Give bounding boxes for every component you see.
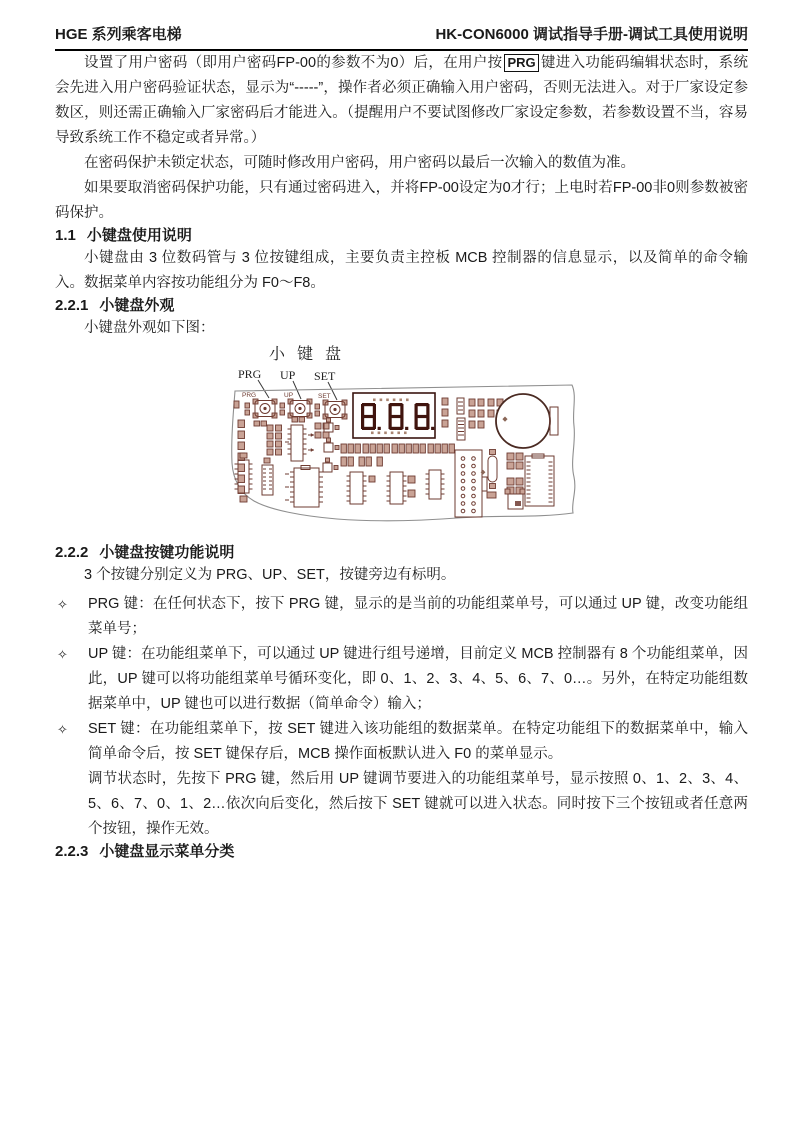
big-dip-ic bbox=[285, 466, 323, 508]
paragraph-password-setup bbox=[55, 51, 748, 151]
board-label-prg: PRG bbox=[242, 392, 257, 399]
components-right-of-display bbox=[442, 398, 503, 440]
up-key-description: UP 键：在功能组菜单下，可以通过 UP 键进行组号递增，目前定义 MCB 控制器有 8 个功能组菜单，因此，UP 键可以将功能组菜单号循环变化，即 0、1、2、3、4、5、6、7、0…。另外，在特定功能组数据菜单中，UP 键也可以进行数据（简单命令）输入； bbox=[88, 646, 748, 712]
paragraph-keypad-overview: 小键盘由 3 位数码管与 3 位按键组成，主要负责主控板 MCB 控制器的信息显示，以及简单的命令输入。数据菜单内容按功能组分为 F0～F8。 bbox=[55, 250, 748, 291]
callout-prg-label: PRG bbox=[238, 367, 262, 381]
pad-grid-2x4 bbox=[267, 425, 282, 455]
heading-2-2-1-title: 小键盘外观 bbox=[99, 297, 175, 314]
heading-2-2-2 bbox=[55, 543, 748, 563]
paragraph-buttons-intro: 3 个按键分别定义为 PRG、UP、SET，按键旁边有标明。 bbox=[84, 567, 456, 583]
paragraph-password-modify: 在密码保护未锁定状态，可随时修改用户密码，用户密码以最后一次输入的数值为准。 bbox=[84, 155, 635, 171]
list-item-set-key bbox=[55, 717, 748, 767]
callout-up-label: UP bbox=[280, 368, 296, 382]
paragraph-adjust-state: 调节状态时，先按下 PRG 键，然后用 UP 键调节要进入的功能组菜单号，显示按照 0、1、2、3、4、5、6、7、0、1、2…依次向后变化，然后按下 SET 键就可以进入状态。同时按下三个按钮或者任意两个按钮，操作无效。 bbox=[88, 771, 748, 837]
smd-component bbox=[505, 489, 525, 509]
board-label-up: UP bbox=[284, 392, 294, 399]
prg-key-boxed-term: PRG bbox=[504, 54, 538, 72]
page-header bbox=[55, 26, 748, 51]
header-right-title: HK-CON6000 调试指导手册-调试工具使用说明 bbox=[435, 26, 748, 43]
header-left-title: HGE 系列乘客电梯 bbox=[55, 26, 182, 43]
heading-2-2-3 bbox=[55, 842, 748, 862]
resistor-pad-row bbox=[341, 444, 454, 466]
vertical-dip-ic bbox=[285, 417, 329, 461]
diamond-bullet-icon: ✧ bbox=[57, 722, 68, 737]
prg-button bbox=[253, 399, 277, 418]
list-item-up-key bbox=[55, 642, 748, 717]
up-button bbox=[288, 399, 312, 418]
diagram-title: 小 键 盘 bbox=[269, 346, 346, 363]
board-label-set: SET bbox=[318, 393, 331, 400]
keypad-figure bbox=[55, 341, 748, 543]
seven-segment-display bbox=[353, 393, 435, 438]
heading-2-2-3-number: 2.2.3 bbox=[55, 843, 89, 860]
crystal-oscillator bbox=[481, 450, 497, 489]
coin-battery bbox=[496, 394, 558, 448]
heading-1-1-number: 1.1 bbox=[55, 227, 76, 244]
heading-2-2-2-number: 2.2.2 bbox=[55, 544, 89, 561]
header-connector bbox=[455, 450, 487, 517]
bottom-middle-ics bbox=[347, 470, 445, 504]
key-function-list bbox=[55, 592, 748, 767]
heading-2-2-2-title: 小键盘按键功能说明 bbox=[99, 544, 235, 561]
p1-text-before: 设置了用户密码（即用户密码FP-00的参数不为0）后，在用户按 bbox=[84, 55, 503, 71]
p1-text-after: 键进入功能码编辑状态时，系统会先进入用户密码验证状态，显示为“-----”，操作者必须正确输入用户密码，否则无法进入。对于厂家设定参数区，则还需正确输入厂家密码后才能进入。（提醒用户不要试图修改厂家设定参数，若参数设置不当，容易导致系统工作不稳定或者异常。） bbox=[55, 55, 748, 146]
list-item-prg-key bbox=[55, 592, 748, 642]
heading-2-2-1-number: 2.2.1 bbox=[55, 297, 89, 314]
callout-set-label: SET bbox=[314, 369, 336, 383]
heading-1-1 bbox=[55, 226, 748, 246]
diamond-bullet-icon: ✧ bbox=[57, 597, 68, 612]
set-button bbox=[323, 400, 347, 419]
set-key-description: SET 键：在功能组菜单下，按 SET 键进入该功能组的数据菜单。在特定功能组下的数据菜单中，输入简单命令后，按 SET 键保存后，MCB 操作面板默认进入 F0 的菜单显示。 bbox=[88, 721, 748, 762]
paragraph-password-cancel: 如果要取消密码保护功能，只有通过密码进入，并将FP-00设定为0才行；上电时若FP-00非0则参数被密码保护。 bbox=[55, 180, 748, 221]
right-large-ic bbox=[525, 454, 554, 506]
heading-2-2-3-title: 小键盘显示菜单分类 bbox=[99, 843, 235, 860]
keypad-board-drawing bbox=[202, 341, 604, 543]
prg-key-description: PRG 键：在任何状态下，按下 PRG 键，显示的是当前的功能组菜单号，可以通过 UP 键，改变功能组菜单号； bbox=[88, 596, 748, 637]
heading-2-2-1 bbox=[55, 296, 748, 316]
paragraph-figure-lead-in: 小键盘外观如下图： bbox=[84, 320, 215, 336]
diamond-bullet-icon: ✧ bbox=[57, 647, 68, 662]
heading-1-1-title: 小键盘使用说明 bbox=[86, 227, 192, 244]
